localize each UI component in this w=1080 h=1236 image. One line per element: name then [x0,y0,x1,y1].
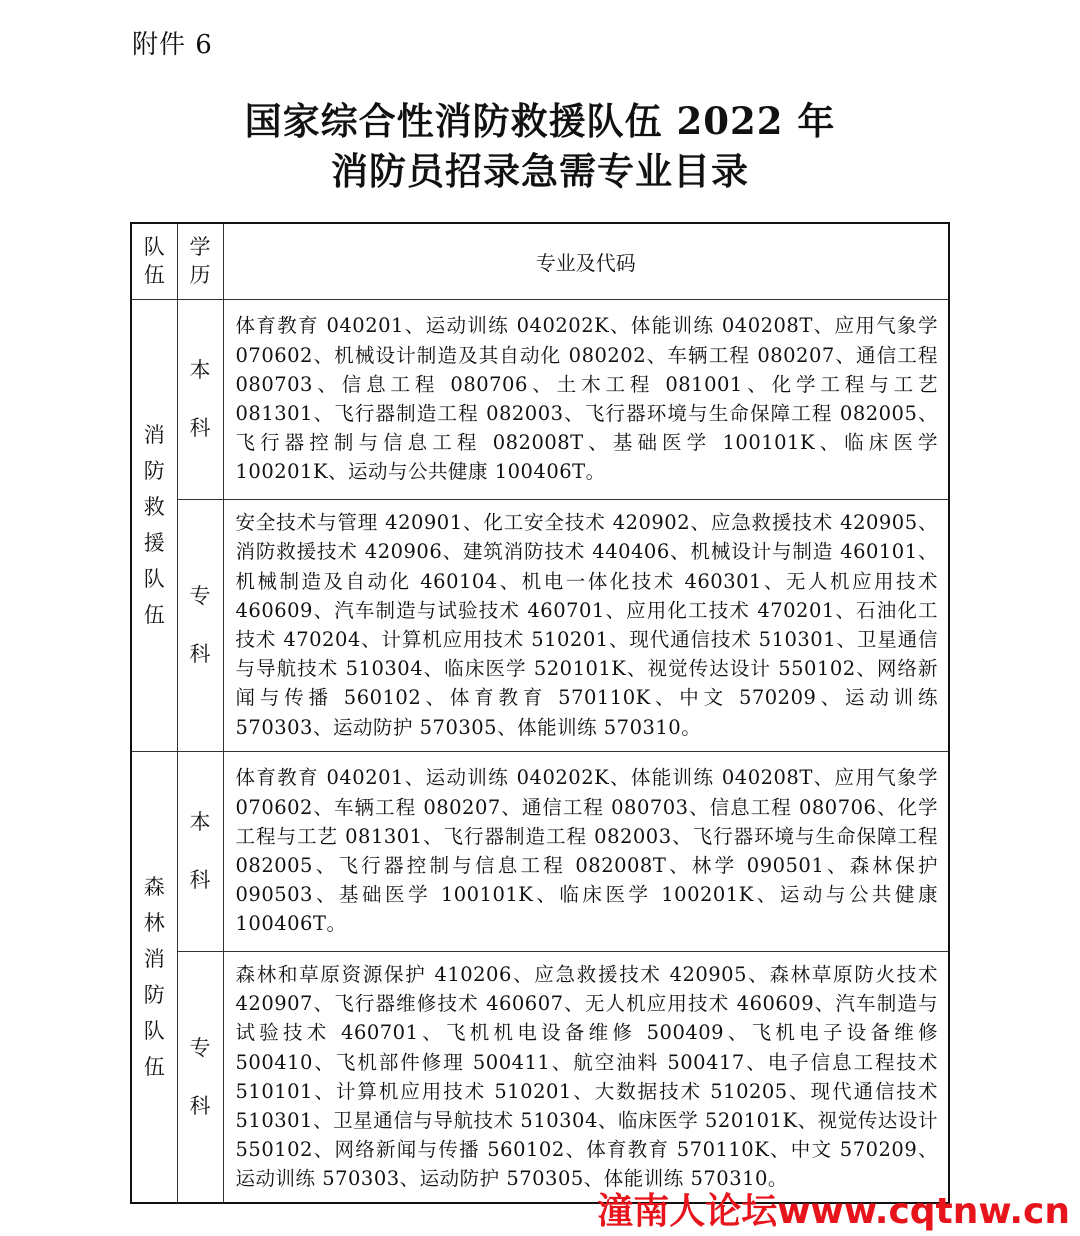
header-team: 队伍 [131,223,177,299]
title-line-2: 消防员招录急需专业目录 [331,149,749,193]
majors-cell: 体育教育 040201、运动训练 040202K、体能训练 040208T、应用气象学 070602、机械设计制造及其自动化 080202、车辆工程 080207、通信工程 080703、信息工程 080706、土木工程 081001、化学工程与工艺 081301、飞行器制造工程 082003、飞行器环境与生命保障工程 082005、飞行器控制与信息工程 082008T、基础医学 100101K、临床医学 100201K、运动与公共健康 100406T。 [223,299,949,499]
attachment-label: 附件 6 [132,30,213,60]
education-cell: 本科 [177,299,223,499]
education-cell: 专科 [177,951,223,1203]
majors-cell: 森林和草原资源保护 410206、应急救援技术 420905、森林草原防火技术 420907、飞行器维修技术 460607、无人机应用技术 460609、汽车制造与试验技术 460701、飞机机电设备维修 500409、飞机电子设备维修 500410、飞机部件修理 500411、航空油料 500417、电子信息工程技术 510101、计算机应用技术 510201、大数据技术 510205、现代通信技术 510301、卫星通信与导航技术 510304、临床医学 520101K、视觉传达设计 550102、网络新闻与传播 560102、体育教育 570110K、中文 570209、运动训练 570303、运动防护 570305、体能训练 570310。 [223,951,949,1203]
table-row [131,299,949,499]
major-catalog-table [130,222,950,1204]
team-fire-rescue: 消防救援队伍 [131,299,177,751]
table-header-row [131,223,949,299]
majors-cell: 体育教育 040201、运动训练 040202K、体能训练 040208T、应用气象学 070602、车辆工程 080207、通信工程 080703、信息工程 080706、化学工程与工艺 081301、飞行器制造工程 082003、飞行器环境与生命保障工程 082005、飞行器控制与信息工程 082008T、林学 090501、森林保护 090503、基础医学 100101K、临床医学 100201K、运动与公共健康 100406T。 [223,751,949,951]
table-row [131,751,949,951]
team-forest-fire: 森林消防队伍 [131,751,177,1203]
majors-cell: 安全技术与管理 420901、化工安全技术 420902、应急救援技术 420905、消防救援技术 420906、建筑消防技术 440406、机械设计与制造 460101、机械制造及自动化 460104、机电一体化技术 460301、无人机应用技术 460609、汽车制造与试验技术 460701、应用化工技术 470201、石油化工技术 470204、计算机应用技术 510201、现代通信技术 510301、卫星通信与导航技术 510304、临床医学 520101K、视觉传达设计 550102、网络新闻与传播 560102、体育教育 570110K、中文 570209、运动训练 570303、运动防护 570305、体能训练 570310。 [223,499,949,751]
title-line-1: 国家综合性消防救援队伍 2022 年 [244,99,836,143]
education-cell: 本科 [177,751,223,951]
table-row [131,951,949,1203]
document-title [0,96,1080,196]
header-education: 学历 [177,223,223,299]
watermark: 潼南人论坛www.cqtnw.cn [597,1191,1070,1232]
table-row [131,499,949,751]
header-major: 专业及代码 [223,223,949,299]
education-cell: 专科 [177,499,223,751]
